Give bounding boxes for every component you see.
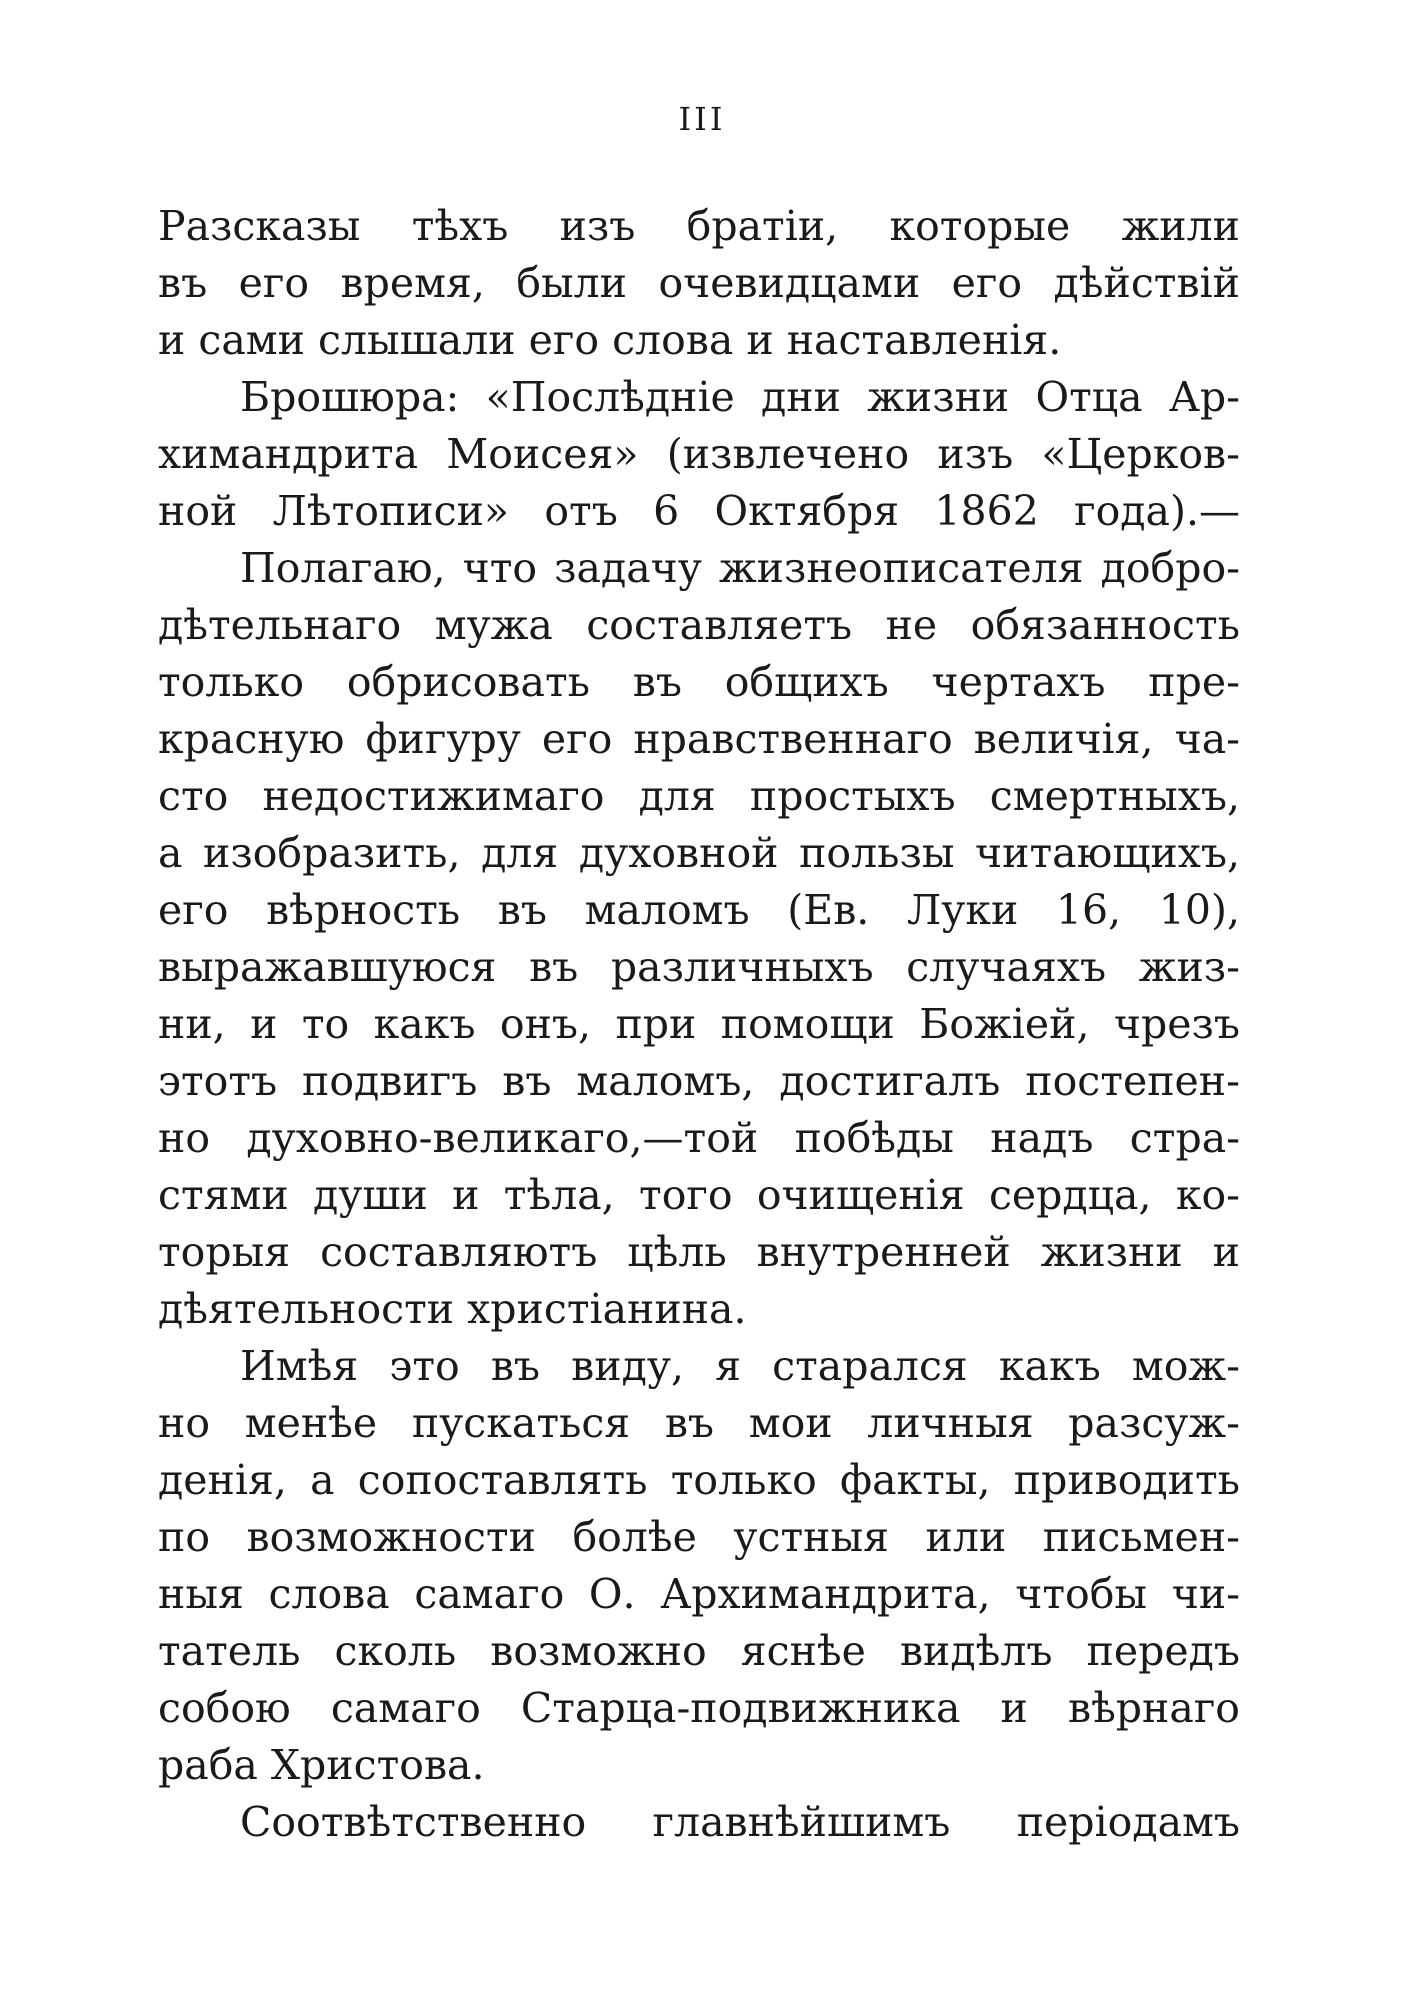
text-line: денія, а сопоставлять только факты, приводить <box>158 1456 1240 1504</box>
text-line: Разсказы тѣхъ изъ братіи, которые жили <box>158 202 1240 250</box>
text-line: но духовно-великаго,—той побѣды надъ стра- <box>158 1114 1240 1162</box>
text-line: ной Лѣтописи» отъ 6 Октября 1862 года).— <box>158 487 1240 535</box>
text-line: дѣятельности христіанина. <box>158 1285 747 1333</box>
text-line: татель сколь возможно яснѣе видѣлъ передъ <box>158 1627 1240 1675</box>
text-line: по возможности болѣе устныя или письмен- <box>158 1513 1240 1561</box>
text-line: но менѣе пускаться въ мои личныя разсуж- <box>158 1399 1240 1447</box>
text-line: и сами слышали его слова и наставленія. <box>158 316 1062 364</box>
page-number: III <box>678 100 726 138</box>
text-line: Соотвѣтственно главнѣйшимъ періодамъ <box>240 1798 1240 1846</box>
text-line: стями души и тѣла, того очищенія сердца, ко- <box>158 1171 1240 1219</box>
text-line: Имѣя это въ виду, я старался какъ мож- <box>240 1342 1240 1390</box>
text-line: собою самаго Старца-подвижника и вѣрнаго <box>158 1684 1240 1732</box>
text-line: сто недостижимаго для простыхъ смертныхъ, <box>158 772 1240 820</box>
text-line: ни, и то какъ онъ, при помощи Божіей, чрезъ <box>158 1000 1240 1048</box>
text-line: этотъ подвигъ въ маломъ, достигалъ постепен- <box>158 1057 1240 1105</box>
text-line: химандрита Моисея» (извлечено изъ «Церков- <box>158 430 1240 478</box>
text-line: ныя слова самаго О. Архимандрита, чтобы чи- <box>158 1570 1240 1618</box>
text-line: дѣтельнаго мужа составляетъ не обязанность <box>158 601 1240 649</box>
text-line: Полагаю, что задачу жизнеописателя добро- <box>240 544 1240 592</box>
text-line: только обрисовать въ общихъ чертахъ пре- <box>158 658 1240 706</box>
text-line: въ его время, были очевидцами его дѣйствій <box>158 259 1240 307</box>
text-line: его вѣрность въ маломъ (Ев. Луки 16, 10), <box>158 886 1240 934</box>
text-line: а изобразить, для духовной пользы читающихъ, <box>158 829 1240 877</box>
text-line: выражавшуюся въ различныхъ случаяхъ жиз- <box>158 943 1240 991</box>
text-line: красную фигуру его нравственнаго величія, ча- <box>158 715 1240 763</box>
text-line: раба Христова. <box>158 1741 485 1789</box>
body-text <box>158 198 1240 1851</box>
text-line: Брошюра: «Послѣдніе дни жизни Отца Ар- <box>240 373 1240 421</box>
text-line: торыя составляютъ цѣль внутренней жизни и <box>158 1228 1240 1276</box>
